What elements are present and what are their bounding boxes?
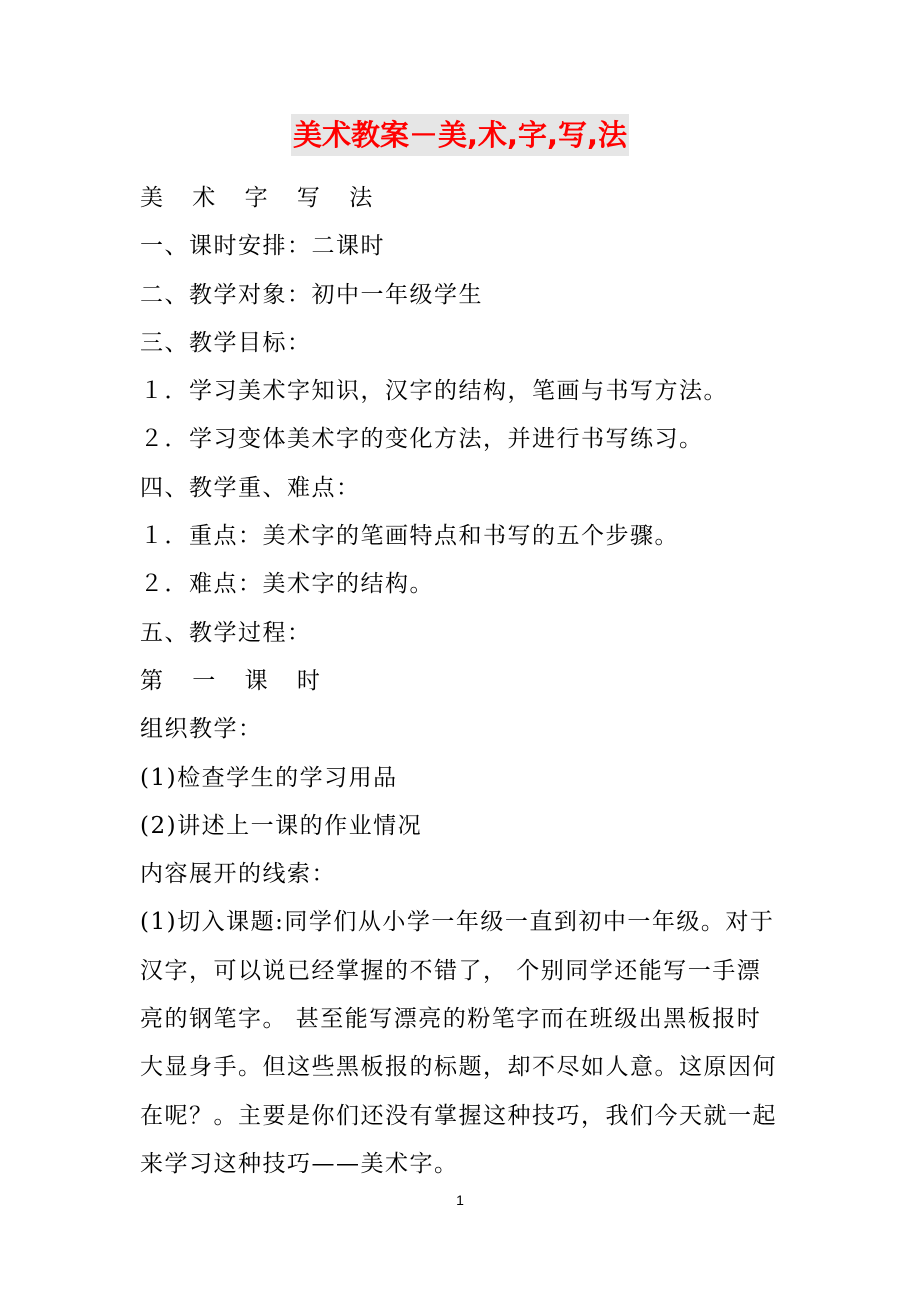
text-line: 二、教学对象：初中一年级学生 — [140, 281, 483, 308]
text-line: 五、教学过程： — [140, 619, 312, 646]
document-title: 美术教案－美,术,字,写,法 — [291, 114, 629, 156]
text-line: 亮的钢笔字。 甚至能写漂亮的粉笔字而在班级出黑板报时 — [140, 1006, 762, 1033]
text-line: ２．难点：美术字的结构。 — [140, 571, 434, 598]
text-line: 内容展开的线索： — [140, 861, 336, 888]
document-body — [140, 174, 790, 1188]
text-line: 大显身手。但这些黑板报的标题，却不尽如人意。这原因何 — [140, 1054, 777, 1081]
text-line: (1)检查学生的学习用品 — [140, 764, 398, 791]
text-line: 三、教学目标： — [140, 329, 312, 356]
text-line: １．重点：美术字的笔画特点和书写的五个步骤。 — [140, 523, 679, 550]
subtitle-line: 美 术 字 写 法 — [140, 185, 384, 211]
text-line: 四、教学重、难点： — [140, 474, 361, 501]
text-line: 一、课时安排：二课时 — [140, 233, 385, 260]
text-line: ２．学习变体美术字的变化方法，并进行书写练习。 — [140, 426, 704, 453]
page-number: 1 — [456, 1192, 464, 1208]
title-container — [0, 114, 920, 156]
lesson-heading: 第 一 课 时 — [140, 667, 331, 694]
text-line: 来学习这种技巧——美术字。 — [140, 1150, 459, 1177]
text-line: 汉字，可以说已经掌握的不错了， 个别同学还能写一手漂 — [140, 957, 762, 984]
text-line: １．学习美术字知识，汉字的结构，笔画与书写方法。 — [140, 378, 728, 405]
text-line: 在呢？。主要是你们还没有掌握这种技巧，我们今天就一起 — [140, 1102, 777, 1129]
text-line: 组织教学： — [140, 716, 263, 743]
text-line: (1)切入课题:同学们从小学一年级一直到初中一年级。对于 — [140, 909, 775, 936]
text-line: (2)讲述上一课的作业情况 — [140, 812, 423, 839]
